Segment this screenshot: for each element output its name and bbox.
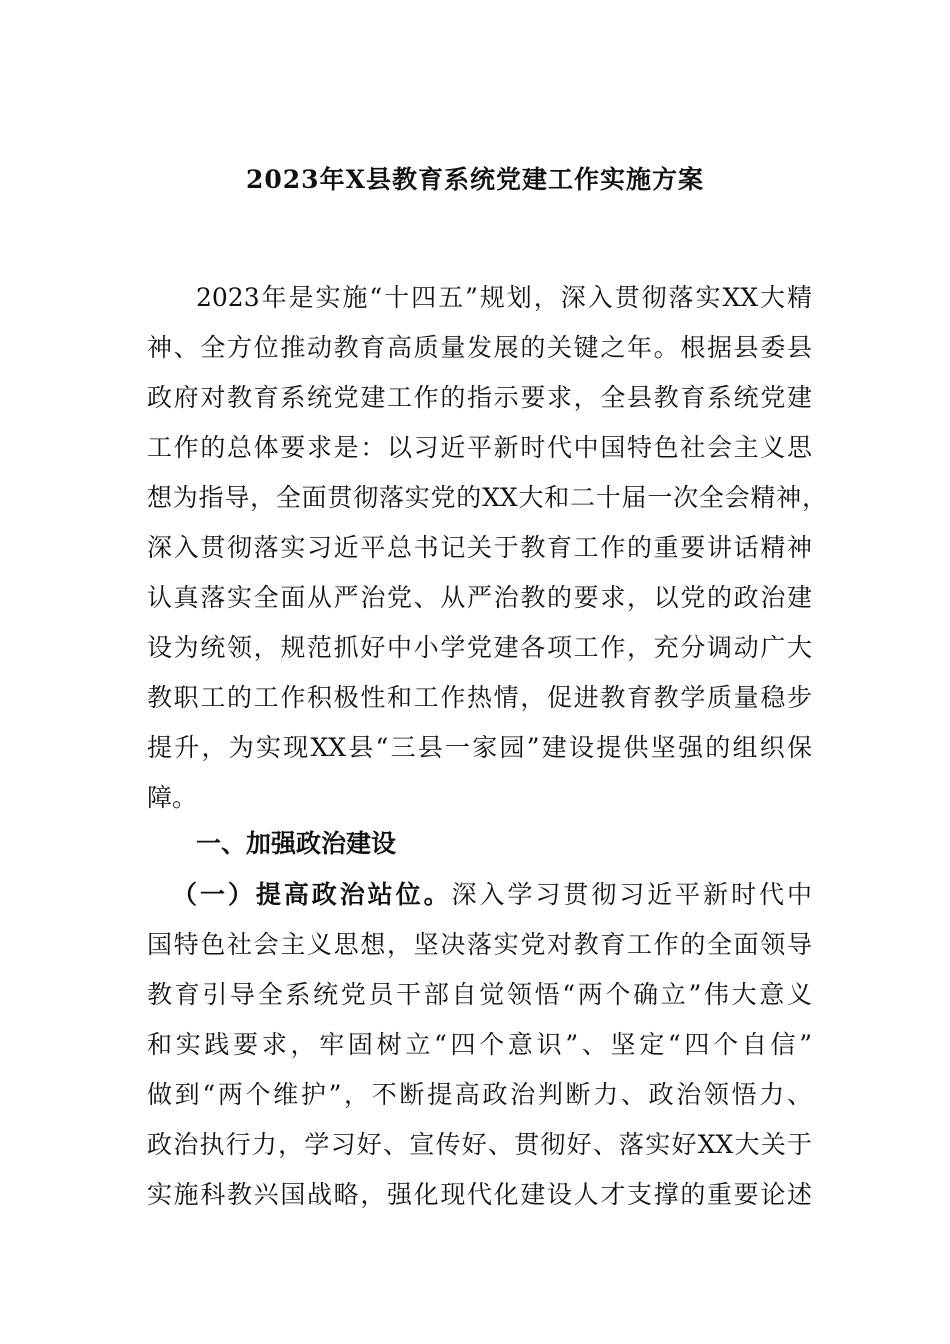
document-title: 2023年X县教育系统党建工作实施方案 [246, 165, 704, 194]
intro-line: 教职工的工作积极性和工作热情，促进教育教学质量稳步 [147, 683, 812, 712]
intro-line: 想为指导，全面贯彻落实党的XX大和二十届一次全会精神， [147, 483, 827, 512]
subsection-line: 和实践要求，牢固树立“四个意识”、坚定“四个自信” [147, 1030, 812, 1059]
intro-line: 2023年是实施“十四五”规划，深入贯彻落实XX大精 [196, 283, 812, 312]
subsection-line: 做到“两个维护”，不断提高政治判断力、政治领悟力、 [147, 1080, 812, 1109]
subsection-line: 政治执行力，学习好、宣传好、贯彻好、落实好XX大关于 [147, 1130, 812, 1159]
subsection-first-text: 深入学习贯彻习近平新时代中 [451, 880, 812, 909]
intro-line: 提升，为实现XX县“三县一家园”建设提供坚强的组织保 [147, 733, 812, 762]
subsection-first-line [172, 880, 812, 910]
intro-line: 深入贯彻落实习近平总书记关于教育工作的重要讲话精神 [147, 533, 812, 562]
intro-line: 神、全方位推动教育高质量发展的关键之年。根据县委县 [147, 333, 812, 362]
subsection-line: 国特色社会主义思想，坚决落实党对教育工作的全面领导 [147, 930, 812, 959]
intro-line: 政府对教育系统党建工作的指示要求，全县教育系统党建 [147, 383, 812, 412]
section-heading: 一、加强政治建设 [196, 829, 397, 858]
intro-line: 认真落实全面从严治党、从严治教的要求，以党的政治建 [147, 583, 812, 612]
intro-line: 障。 [147, 783, 198, 812]
intro-line: 工作的总体要求是：以习近平新时代中国特色社会主义思 [147, 433, 812, 462]
intro-line: 设为统领，规范抓好中小学党建各项工作，充分调动广大 [147, 633, 812, 662]
subsection-line: 教育引导全系统党员干部自觉领悟“两个确立”伟大意义 [147, 980, 812, 1009]
subsection-title: （一）提高政治站位。 [172, 880, 452, 909]
subsection-line: 实施科教兴国战略，强化现代化建设人才支撑的重要论述 [147, 1180, 812, 1209]
